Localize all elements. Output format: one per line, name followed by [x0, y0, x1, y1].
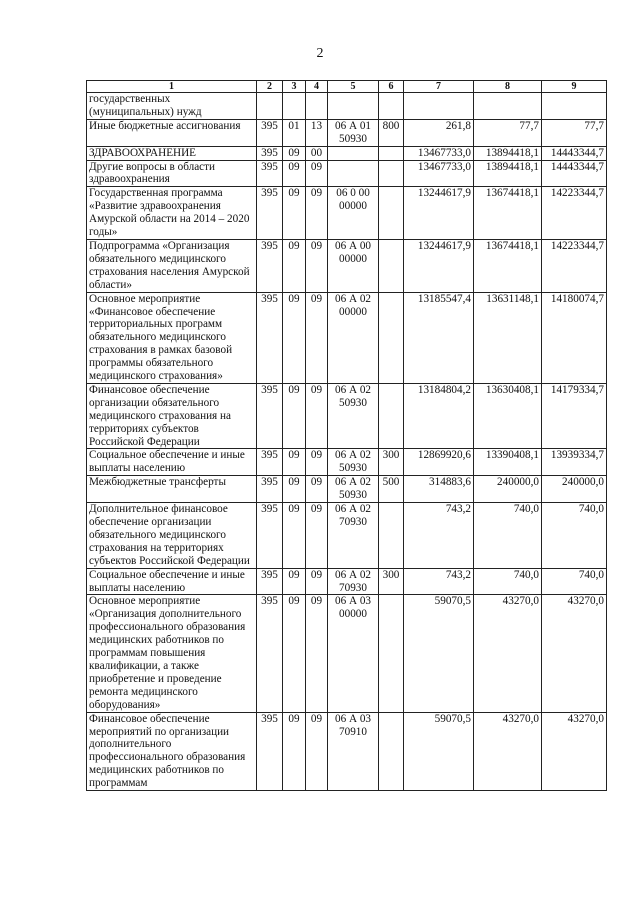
cell-admin-code: 395	[257, 146, 283, 160]
cell-section: 09	[283, 595, 306, 712]
cell-amount-7: 743,2	[404, 568, 474, 595]
cell-amount-7: 12869920,6	[404, 449, 474, 476]
row-name: Другие вопросы в области здравоохранения	[87, 160, 257, 187]
cell-target-article	[328, 146, 379, 160]
cell-amount-8: 13894418,1	[474, 146, 542, 160]
cell-subsection: 00	[306, 146, 328, 160]
cell-section: 09	[283, 476, 306, 503]
table-row	[87, 160, 607, 187]
row-name: Основное мероприятие «Финансовое обеспечение территориальных программ обязательного медицинского страхования в рамках базовой программы обязательного медицинского страхования»	[87, 292, 257, 383]
row-name: Иные бюджетные ассигнования	[87, 119, 257, 146]
col-header: 1	[87, 81, 257, 93]
row-name: государственных (муниципальных) нужд	[87, 93, 257, 120]
cell-expense-type: 800	[379, 119, 404, 146]
table-row	[87, 239, 607, 292]
table-row	[87, 595, 607, 712]
cell-amount-9: 43270,0	[542, 712, 607, 790]
cell-section: 09	[283, 146, 306, 160]
cell-subsection: 09	[306, 595, 328, 712]
budget-table	[86, 80, 607, 791]
cell-subsection: 13	[306, 119, 328, 146]
cell-subsection: 09	[306, 503, 328, 569]
cell-subsection: 09	[306, 292, 328, 383]
cell-admin-code: 395	[257, 568, 283, 595]
cell-subsection: 09	[306, 568, 328, 595]
cell-section	[283, 93, 306, 120]
cell-expense-type	[379, 187, 404, 240]
table-row	[87, 383, 607, 449]
table-row	[87, 503, 607, 569]
cell-amount-9: 14179334,7	[542, 383, 607, 449]
cell-amount-7: 314883,6	[404, 476, 474, 503]
cell-subsection: 09	[306, 449, 328, 476]
cell-expense-type	[379, 93, 404, 120]
cell-amount-7: 13467733,0	[404, 146, 474, 160]
cell-amount-7: 13184804,2	[404, 383, 474, 449]
cell-expense-type: 300	[379, 449, 404, 476]
cell-amount-9: 740,0	[542, 568, 607, 595]
cell-section: 09	[283, 503, 306, 569]
cell-amount-7: 13244617,9	[404, 187, 474, 240]
cell-amount-8: 77,7	[474, 119, 542, 146]
cell-target-article: 06 А 03 00000	[328, 595, 379, 712]
row-name: Подпрограмма «Организация обязательного медицинского страхования населения Амурской области»	[87, 239, 257, 292]
cell-target-article: 06 А 02 50930	[328, 476, 379, 503]
cell-subsection: 09	[306, 160, 328, 187]
page-number: 2	[316, 46, 324, 61]
row-name: Финансовое обеспечение мероприятий по организации дополнительного профессионального образования медицинских работников по программам	[87, 712, 257, 790]
cell-subsection	[306, 93, 328, 120]
cell-amount-7: 13244617,9	[404, 239, 474, 292]
cell-section: 09	[283, 292, 306, 383]
cell-expense-type	[379, 383, 404, 449]
cell-target-article: 06 А 02 50930	[328, 449, 379, 476]
cell-amount-8: 13894418,1	[474, 160, 542, 187]
table-row	[87, 119, 607, 146]
table-row	[87, 476, 607, 503]
cell-amount-8: 13630408,1	[474, 383, 542, 449]
row-name: Основное мероприятие «Организация дополнительного профессионального образования медицинских работников по программам повышения квалификации, а также приобретение и проведение ремонта медицинского оборудования»	[87, 595, 257, 712]
cell-section: 09	[283, 383, 306, 449]
col-header: 5	[328, 81, 379, 93]
cell-target-article: 06 А 02 70930	[328, 568, 379, 595]
row-name: Социальное обеспечение и иные выплаты населению	[87, 449, 257, 476]
table-row	[87, 292, 607, 383]
cell-section: 09	[283, 712, 306, 790]
cell-amount-8: 740,0	[474, 503, 542, 569]
cell-amount-9: 14223344,7	[542, 187, 607, 240]
cell-subsection: 09	[306, 187, 328, 240]
cell-amount-8: 13674418,1	[474, 187, 542, 240]
cell-section: 09	[283, 160, 306, 187]
cell-admin-code: 395	[257, 187, 283, 240]
cell-target-article: 06 А 02 70930	[328, 503, 379, 569]
cell-expense-type	[379, 292, 404, 383]
cell-amount-9: 14223344,7	[542, 239, 607, 292]
cell-amount-8: 240000,0	[474, 476, 542, 503]
col-header: 7	[404, 81, 474, 93]
cell-section: 09	[283, 187, 306, 240]
cell-amount-7: 59070,5	[404, 712, 474, 790]
row-name: Социальное обеспечение и иные выплаты населению	[87, 568, 257, 595]
cell-amount-7: 59070,5	[404, 595, 474, 712]
col-header: 9	[542, 81, 607, 93]
table-row	[87, 712, 607, 790]
cell-expense-type	[379, 503, 404, 569]
table-row	[87, 146, 607, 160]
col-header: 2	[257, 81, 283, 93]
cell-admin-code: 395	[257, 383, 283, 449]
cell-expense-type	[379, 595, 404, 712]
cell-amount-7: 261,8	[404, 119, 474, 146]
cell-admin-code: 395	[257, 712, 283, 790]
cell-expense-type	[379, 239, 404, 292]
cell-amount-9: 77,7	[542, 119, 607, 146]
cell-target-article: 06 0 00 00000	[328, 187, 379, 240]
cell-amount-8: 13631148,1	[474, 292, 542, 383]
cell-target-article: 06 А 03 70910	[328, 712, 379, 790]
cell-amount-7	[404, 93, 474, 120]
cell-expense-type: 300	[379, 568, 404, 595]
cell-admin-code: 395	[257, 476, 283, 503]
cell-target-article	[328, 93, 379, 120]
cell-subsection: 09	[306, 383, 328, 449]
cell-amount-8: 13390408,1	[474, 449, 542, 476]
cell-amount-7: 13185547,4	[404, 292, 474, 383]
cell-admin-code: 395	[257, 449, 283, 476]
cell-admin-code: 395	[257, 595, 283, 712]
cell-target-article: 06 А 02 00000	[328, 292, 379, 383]
cell-admin-code	[257, 93, 283, 120]
cell-subsection: 09	[306, 712, 328, 790]
cell-amount-9: 14443344,7	[542, 146, 607, 160]
cell-expense-type	[379, 146, 404, 160]
table-row	[87, 568, 607, 595]
cell-admin-code: 395	[257, 503, 283, 569]
col-header: 8	[474, 81, 542, 93]
table-row	[87, 449, 607, 476]
row-name: Финансовое обеспечение организации обязательного медицинского страхования на территориях субъектов Российской Федерации	[87, 383, 257, 449]
cell-amount-9: 240000,0	[542, 476, 607, 503]
table-row	[87, 187, 607, 240]
row-name: Государственная программа «Развитие здравоохранения Амурской области на 2014 – 2020 годы»	[87, 187, 257, 240]
cell-expense-type	[379, 712, 404, 790]
cell-amount-8: 740,0	[474, 568, 542, 595]
row-name: Дополнительное финансовое обеспечение организации обязательного медицинского страхования на территориях субъектов Российской Федерации	[87, 503, 257, 569]
col-header: 3	[283, 81, 306, 93]
col-header: 4	[306, 81, 328, 93]
cell-section: 09	[283, 449, 306, 476]
cell-amount-8: 13674418,1	[474, 239, 542, 292]
cell-amount-9: 43270,0	[542, 595, 607, 712]
cell-admin-code: 395	[257, 160, 283, 187]
cell-admin-code: 395	[257, 119, 283, 146]
cell-target-article	[328, 160, 379, 187]
cell-amount-9: 13939334,7	[542, 449, 607, 476]
header-row	[87, 81, 607, 93]
cell-subsection: 09	[306, 239, 328, 292]
cell-admin-code: 395	[257, 239, 283, 292]
cell-amount-8: 43270,0	[474, 712, 542, 790]
cell-amount-8: 43270,0	[474, 595, 542, 712]
cell-expense-type: 500	[379, 476, 404, 503]
cell-target-article: 06 А 00 00000	[328, 239, 379, 292]
cell-section: 01	[283, 119, 306, 146]
cell-subsection: 09	[306, 476, 328, 503]
cell-admin-code: 395	[257, 292, 283, 383]
cell-amount-9: 14180074,7	[542, 292, 607, 383]
cell-section: 09	[283, 568, 306, 595]
row-name: ЗДРАВООХРАНЕНИЕ	[87, 146, 257, 160]
cell-expense-type	[379, 160, 404, 187]
cell-amount-7: 13467733,0	[404, 160, 474, 187]
cell-amount-8	[474, 93, 542, 120]
table-row	[87, 93, 607, 120]
cell-amount-9: 14443344,7	[542, 160, 607, 187]
cell-target-article: 06 А 01 50930	[328, 119, 379, 146]
row-name: Межбюджетные трансферты	[87, 476, 257, 503]
cell-target-article: 06 А 02 50930	[328, 383, 379, 449]
cell-amount-7: 743,2	[404, 503, 474, 569]
col-header: 6	[379, 81, 404, 93]
cell-amount-9	[542, 93, 607, 120]
cell-section: 09	[283, 239, 306, 292]
cell-amount-9: 740,0	[542, 503, 607, 569]
